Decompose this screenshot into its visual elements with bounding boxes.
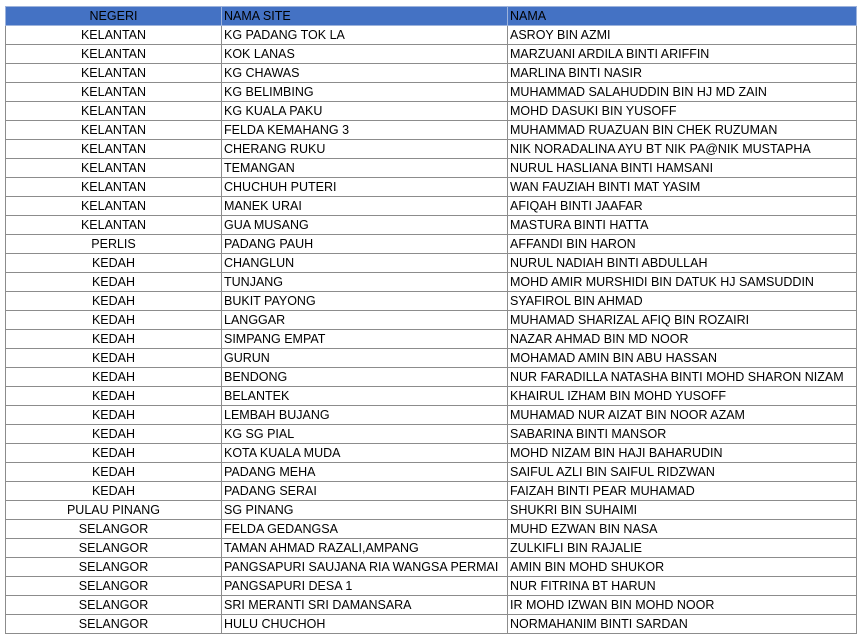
table-row	[6, 235, 857, 254]
table-row	[6, 45, 857, 64]
cell-nama[interactable]: SYAFIROL BIN AHMAD	[508, 292, 857, 311]
cell-negeri[interactable]: KELANTAN	[6, 121, 222, 140]
cell-nama-site[interactable]: SRI MERANTI SRI DAMANSARA	[222, 596, 508, 615]
table-row	[6, 178, 857, 197]
cell-negeri[interactable]: KEDAH	[6, 311, 222, 330]
header-negeri[interactable]: NEGERI	[6, 7, 222, 26]
cell-nama[interactable]: FAIZAH BINTI PEAR MUHAMAD	[508, 482, 857, 501]
cell-negeri[interactable]: KELANTAN	[6, 26, 222, 45]
table-row	[6, 615, 857, 634]
cell-negeri[interactable]: KEDAH	[6, 387, 222, 406]
cell-negeri[interactable]: KELANTAN	[6, 64, 222, 83]
cell-nama-site[interactable]: FELDA KEMAHANG 3	[222, 121, 508, 140]
cell-negeri[interactable]: KELANTAN	[6, 45, 222, 64]
cell-nama[interactable]: NIK NORADALINA AYU BT NIK PA@NIK MUSTAPHA	[508, 140, 857, 159]
cell-nama[interactable]: MARZUANI ARDILA BINTI ARIFFIN	[508, 45, 857, 64]
table-row	[6, 64, 857, 83]
cell-nama[interactable]: NURUL NADIAH BINTI ABDULLAH	[508, 254, 857, 273]
cell-nama[interactable]: AFFANDI BIN HARON	[508, 235, 857, 254]
cell-nama[interactable]: ZULKIFLI BIN RAJALIE	[508, 539, 857, 558]
cell-nama[interactable]: MUHD EZWAN BIN NASA	[508, 520, 857, 539]
cell-nama-site[interactable]: MANEK URAI	[222, 197, 508, 216]
cell-nama-site[interactable]: KG BELIMBING	[222, 83, 508, 102]
table-row	[6, 387, 857, 406]
table-row	[6, 539, 857, 558]
table-row	[6, 444, 857, 463]
cell-negeri[interactable]: KELANTAN	[6, 102, 222, 121]
cell-negeri[interactable]: SELANGOR	[6, 596, 222, 615]
cell-nama-site[interactable]: BELANTEK	[222, 387, 508, 406]
cell-negeri[interactable]: KELANTAN	[6, 140, 222, 159]
table-row	[6, 216, 857, 235]
cell-nama-site[interactable]: KG PADANG TOK LA	[222, 26, 508, 45]
cell-negeri[interactable]: SELANGOR	[6, 577, 222, 596]
cell-nama-site[interactable]: KG KUALA PAKU	[222, 102, 508, 121]
table-row	[6, 349, 857, 368]
cell-nama[interactable]: NUR FARADILLA NATASHA BINTI MOHD SHARON NIZAM	[508, 368, 857, 387]
cell-negeri[interactable]: KELANTAN	[6, 216, 222, 235]
cell-nama-site[interactable]: TEMANGAN	[222, 159, 508, 178]
cell-negeri[interactable]: KEDAH	[6, 273, 222, 292]
cell-nama-site[interactable]: CHANGLUN	[222, 254, 508, 273]
table-row	[6, 197, 857, 216]
table-row	[6, 83, 857, 102]
cell-negeri[interactable]: KEDAH	[6, 330, 222, 349]
cell-nama[interactable]: MARLINA BINTI NASIR	[508, 64, 857, 83]
cell-negeri[interactable]: KEDAH	[6, 444, 222, 463]
header-row	[6, 7, 857, 26]
cell-nama[interactable]: MUHAMMAD RUAZUAN BIN CHEK RUZUMAN	[508, 121, 857, 140]
cell-nama[interactable]: NUR FITRINA BT HARUN	[508, 577, 857, 596]
table-row	[6, 121, 857, 140]
cell-negeri[interactable]: PULAU PINANG	[6, 501, 222, 520]
cell-nama-site[interactable]: CHERANG RUKU	[222, 140, 508, 159]
cell-nama-site[interactable]: CHUCHUH PUTERI	[222, 178, 508, 197]
cell-nama-site[interactable]: TUNJANG	[222, 273, 508, 292]
cell-nama[interactable]: NAZAR AHMAD BIN MD NOOR	[508, 330, 857, 349]
cell-nama-site[interactable]: TAMAN AHMAD RAZALI,AMPANG	[222, 539, 508, 558]
cell-nama-site[interactable]: KOK LANAS	[222, 45, 508, 64]
cell-nama-site[interactable]: SIMPANG EMPAT	[222, 330, 508, 349]
cell-nama-site[interactable]: KOTA KUALA MUDA	[222, 444, 508, 463]
cell-negeri[interactable]: KEDAH	[6, 292, 222, 311]
cell-nama-site[interactable]: BENDONG	[222, 368, 508, 387]
table-row	[6, 140, 857, 159]
cell-nama[interactable]: WAN FAUZIAH BINTI MAT YASIM	[508, 178, 857, 197]
cell-nama[interactable]: IR MOHD IZWAN BIN MOHD NOOR	[508, 596, 857, 615]
cell-negeri[interactable]: KEDAH	[6, 368, 222, 387]
cell-negeri[interactable]: KELANTAN	[6, 178, 222, 197]
table-row	[6, 292, 857, 311]
cell-nama-site[interactable]: HULU CHUCHOH	[222, 615, 508, 634]
table-row	[6, 102, 857, 121]
cell-nama-site[interactable]: KG SG PIAL	[222, 425, 508, 444]
cell-nama[interactable]: MOHD DASUKI BIN YUSOFF	[508, 102, 857, 121]
table-row	[6, 596, 857, 615]
table-row	[6, 26, 857, 45]
table-row	[6, 482, 857, 501]
cell-nama-site[interactable]: SG PINANG	[222, 501, 508, 520]
cell-nama-site[interactable]: PADANG MEHA	[222, 463, 508, 482]
cell-nama[interactable]: MUHAMMAD SALAHUDDIN BIN HJ MD ZAIN	[508, 83, 857, 102]
site-table	[5, 6, 857, 634]
cell-negeri[interactable]: KEDAH	[6, 406, 222, 425]
cell-negeri[interactable]: SELANGOR	[6, 558, 222, 577]
table-row	[6, 558, 857, 577]
cell-nama[interactable]: MUHAMAD SHARIZAL AFIQ BIN ROZAIRI	[508, 311, 857, 330]
table-row	[6, 159, 857, 178]
cell-negeri[interactable]: KEDAH	[6, 463, 222, 482]
cell-nama[interactable]: MOHD NIZAM BIN HAJI BAHARUDIN	[508, 444, 857, 463]
table-row	[6, 254, 857, 273]
cell-nama[interactable]: AMIN BIN MOHD SHUKOR	[508, 558, 857, 577]
header-nama[interactable]: NAMA	[508, 7, 857, 26]
cell-nama-site[interactable]: GUA MUSANG	[222, 216, 508, 235]
cell-nama[interactable]: AFIQAH BINTI JAAFAR	[508, 197, 857, 216]
cell-nama[interactable]: SABARINA BINTI MANSOR	[508, 425, 857, 444]
cell-nama-site[interactable]: LEMBAH BUJANG	[222, 406, 508, 425]
cell-nama[interactable]: ASROY BIN AZMI	[508, 26, 857, 45]
table-row	[6, 273, 857, 292]
cell-negeri[interactable]: SELANGOR	[6, 539, 222, 558]
cell-nama[interactable]: MUHAMAD NUR AIZAT BIN NOOR AZAM	[508, 406, 857, 425]
table-row	[6, 501, 857, 520]
table-row	[6, 520, 857, 539]
table-row	[6, 330, 857, 349]
table-row	[6, 406, 857, 425]
cell-negeri[interactable]: SELANGOR	[6, 615, 222, 634]
cell-negeri[interactable]: KELANTAN	[6, 83, 222, 102]
header-nama-site[interactable]: NAMA SITE	[222, 7, 508, 26]
cell-nama-site[interactable]: FELDA GEDANGSA	[222, 520, 508, 539]
cell-nama-site[interactable]: PANGSAPURI DESA 1	[222, 577, 508, 596]
cell-nama[interactable]: SAIFUL AZLI BIN SAIFUL RIDZWAN	[508, 463, 857, 482]
cell-nama-site[interactable]: LANGGAR	[222, 311, 508, 330]
cell-negeri[interactable]: SELANGOR	[6, 520, 222, 539]
table-row	[6, 463, 857, 482]
cell-nama-site[interactable]: PADANG PAUH	[222, 235, 508, 254]
cell-nama[interactable]: MASTURA BINTI HATTA	[508, 216, 857, 235]
cell-nama[interactable]: NORMAHANIM BINTI SARDAN	[508, 615, 857, 634]
cell-nama[interactable]: MOHAMAD AMIN BIN ABU HASSAN	[508, 349, 857, 368]
cell-nama-site[interactable]: BUKIT PAYONG	[222, 292, 508, 311]
cell-nama-site[interactable]: GURUN	[222, 349, 508, 368]
table-row	[6, 577, 857, 596]
table-row	[6, 311, 857, 330]
cell-nama-site[interactable]: KG CHAWAS	[222, 64, 508, 83]
cell-nama[interactable]: SHUKRI BIN SUHAIMI	[508, 501, 857, 520]
cell-nama[interactable]: KHAIRUL IZHAM BIN MOHD YUSOFF	[508, 387, 857, 406]
cell-negeri[interactable]: KEDAH	[6, 254, 222, 273]
cell-nama-site[interactable]: PANGSAPURI SAUJANA RIA WANGSA PERMAI	[222, 558, 508, 577]
cell-negeri[interactable]: PERLIS	[6, 235, 222, 254]
cell-nama[interactable]: MOHD AMIR MURSHIDI BIN DATUK HJ SAMSUDDIN	[508, 273, 857, 292]
cell-negeri[interactable]: KEDAH	[6, 425, 222, 444]
cell-negeri[interactable]: KEDAH	[6, 482, 222, 501]
table-row	[6, 368, 857, 387]
cell-negeri[interactable]: KEDAH	[6, 349, 222, 368]
table-row	[6, 425, 857, 444]
cell-negeri[interactable]: KELANTAN	[6, 159, 222, 178]
cell-nama-site[interactable]: PADANG SERAI	[222, 482, 508, 501]
cell-nama[interactable]: NURUL HASLIANA BINTI HAMSANI	[508, 159, 857, 178]
cell-negeri[interactable]: KELANTAN	[6, 197, 222, 216]
